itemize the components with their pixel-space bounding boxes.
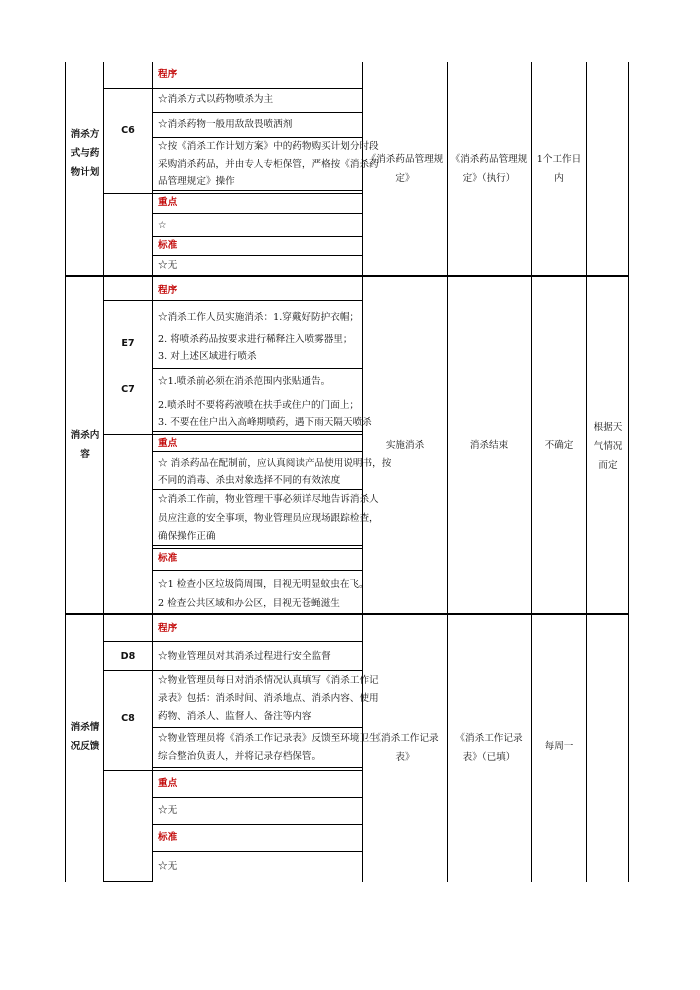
program-label: 程序: [158, 623, 178, 634]
output-document: 消杀结束: [469, 440, 509, 451]
program-item: ☆物业管理员对其消杀过程进行安全监督: [158, 651, 331, 662]
step-code: C6: [121, 125, 135, 136]
standard-item: ☆1 检查小区垃圾筒周围，目视无明显蚊虫在飞。: [158, 579, 369, 590]
program-item: 综合整治负责人，并将记录存档保管。: [158, 751, 322, 762]
table-border-left: [65, 62, 66, 882]
time-limit: 不确定: [544, 440, 574, 451]
input-document: 《消杀药品管理规定》: [366, 154, 444, 184]
program-item: ☆物业管理员每日对消杀情况认真填写《消杀工作记: [158, 675, 379, 686]
standard-item: ☆无: [158, 260, 178, 271]
step-code: C8: [121, 713, 135, 724]
row-line: [103, 193, 153, 194]
row-line: [152, 368, 362, 369]
row-line: [103, 88, 153, 89]
row-line: [152, 548, 362, 549]
column-divider: [152, 62, 153, 882]
section-divider: [65, 613, 629, 615]
standard-item: 2 检查公共区域和办公区，目视无苍蝇滋生: [158, 598, 340, 609]
input-document: 《消杀工作记录表》: [371, 733, 439, 763]
program-item: 录表》包括：消杀时间、消杀地点、消杀内容、使用: [158, 693, 379, 704]
input-document: 实施消杀: [385, 440, 425, 451]
row-line: [103, 770, 153, 771]
program-item: ☆物业管理员将《消杀工作记录表》反馈至环境卫生: [158, 733, 379, 744]
column-divider: [531, 62, 532, 882]
program-item: 2.喷杀时不要将药液喷在扶手或住户的门面上；: [158, 400, 360, 411]
key-label: 重点: [158, 778, 178, 789]
key-item: ☆无: [158, 805, 178, 816]
section-title: 消杀情况反馈: [70, 722, 100, 752]
column-divider: [447, 62, 448, 882]
program-item: 3. 对上述区域进行喷杀: [158, 351, 257, 362]
key-label: 重点: [158, 438, 178, 449]
program-item: 采购消杀药品，并由专人专柜保管，严格按《消杀药: [158, 159, 379, 170]
row-line: [152, 824, 362, 825]
key-item: ☆ 消杀药品在配制前，应认真阅读产品使用说明书，按: [158, 458, 392, 469]
row-line: [152, 451, 362, 452]
program-item: ☆消杀工作人员实施消杀：1.穿戴好防护衣帽；: [158, 312, 360, 323]
program-item: 药物、消杀人、监督人、备注等内容: [158, 711, 312, 722]
row-line: [152, 851, 362, 852]
row-line: [152, 213, 362, 214]
column-divider: [586, 62, 587, 882]
row-line: [103, 670, 153, 671]
table-border-right: [628, 62, 629, 882]
output-document: 《消杀药品管理规定》（执行）: [450, 154, 528, 184]
row-line: [152, 300, 362, 301]
row-line: [152, 255, 362, 256]
program-item: ☆1.喷杀前必须在消杀范围内张贴通告。: [158, 376, 331, 387]
step-code: D8: [120, 651, 136, 662]
section-divider: [65, 275, 629, 277]
standard-label: 标准: [158, 553, 178, 564]
section-title: 消杀内容: [70, 430, 100, 460]
standard-item: ☆无: [158, 861, 178, 872]
time-limit: 每周一: [544, 741, 574, 752]
key-item: ☆消杀工作前，物业管理干事必须详尽地告诉消杀人: [158, 494, 379, 505]
row-line: [152, 770, 362, 771]
row-line: [103, 881, 153, 882]
program-item: ☆消杀方式以药物喷杀为主: [158, 94, 274, 105]
row-line: [152, 112, 362, 113]
row-line: [103, 434, 153, 435]
program-label: 程序: [158, 285, 178, 296]
program-item: ☆消杀药物一般用敌敌畏喷洒剂: [158, 119, 293, 130]
key-item: 确保操作正确: [158, 531, 216, 542]
row-line: [103, 641, 153, 642]
standard-label: 标准: [158, 832, 178, 843]
row-line: [152, 193, 362, 194]
program-item: 3. 不要在住户出入高峰期喷药，遇下雨天隔天喷杀: [158, 417, 372, 428]
row-line: [103, 300, 153, 301]
remark: 根据天气情况而定: [593, 422, 623, 471]
program-item: 品管理规定》操作: [158, 176, 235, 187]
row-line: [152, 797, 362, 798]
section-title: 消杀方式与药物计划: [70, 129, 100, 178]
key-label: 重点: [158, 197, 178, 208]
row-line: [152, 88, 362, 89]
standard-label: 标准: [158, 240, 178, 251]
row-line: [152, 570, 362, 571]
step-code: E7: [121, 338, 135, 349]
row-line: [152, 641, 362, 642]
key-item: 员应注意的安全事项，物业管理员应现场跟踪检查，: [158, 513, 379, 524]
row-line: [152, 727, 362, 728]
row-line: [152, 767, 362, 768]
key-item: 不同的消毒、杀虫对象选择不同的有效浓度: [158, 475, 341, 486]
program-label: 程序: [158, 69, 178, 80]
row-line: [152, 236, 362, 237]
key-item: ☆: [158, 220, 167, 231]
output-document: 《消杀工作记录表》（已填）: [455, 733, 523, 763]
step-code: C7: [121, 384, 135, 395]
program-item: 2. 将喷杀药品按要求进行稀释注入喷雾器里；: [158, 334, 353, 345]
time-limit: 1个工作日内: [536, 154, 582, 184]
column-divider: [103, 62, 104, 882]
row-line: [152, 434, 362, 435]
program-item: ☆按《消杀工作计划方案》中的药物购买计划分时段: [158, 141, 379, 152]
